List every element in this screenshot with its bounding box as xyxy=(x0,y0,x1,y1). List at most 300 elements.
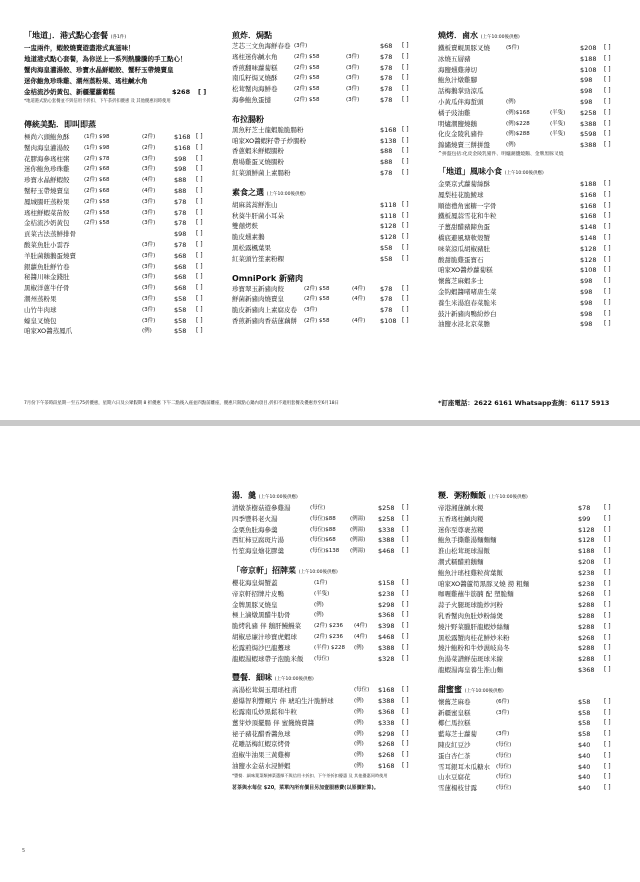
order-checkbox[interactable]: [ ] xyxy=(402,316,409,324)
item-name: 化皮金陵乳豬件 xyxy=(438,130,484,139)
item-price: $208 xyxy=(580,44,597,52)
item-qty: (例)$228 xyxy=(506,120,530,127)
order-checkbox[interactable]: [ ] xyxy=(604,130,611,138)
order-checkbox[interactable]: [ ] xyxy=(604,601,611,609)
item-name: 鮑魚汁瑤柱雞粒荷葉飯 xyxy=(438,568,503,577)
order-checkbox[interactable]: [ ] xyxy=(402,707,409,715)
item-qty: (2件) $58 xyxy=(84,209,110,216)
order-checkbox[interactable]: [ ] xyxy=(604,547,611,555)
item-price: $288 xyxy=(578,601,595,610)
order-checkbox[interactable]: [ ] xyxy=(604,87,611,95)
order-checkbox[interactable]: [ ] xyxy=(604,557,611,565)
order-checkbox[interactable]: [ ] xyxy=(196,219,203,227)
menu-item-row xyxy=(438,211,628,222)
bbq-note: ^拼盤包括:化皮金陵乳豬件、明爐潮鹽燒鵝、金牌黑豚叉燒 xyxy=(438,151,564,157)
item-name: 淮山松茸斑球湯飯 xyxy=(438,547,490,556)
item-name: 高湯松茸焗玉環瑤柱甫 xyxy=(232,686,297,695)
page-number: 5 xyxy=(22,848,26,854)
item-pcs: (2件) xyxy=(142,134,156,140)
item-pcs: (3件) xyxy=(142,166,156,173)
item-price: $598 xyxy=(580,130,597,139)
item-qty: (2件) $236 xyxy=(314,633,344,640)
order-checkbox[interactable]: [ ] xyxy=(604,655,611,663)
order-checkbox[interactable]: [ ] xyxy=(604,65,611,73)
order-checkbox[interactable]: [ ] xyxy=(196,143,203,151)
order-checkbox[interactable]: [ ] xyxy=(402,211,409,219)
item-price: $138 xyxy=(380,136,397,145)
order-checkbox[interactable]: [ ] xyxy=(402,729,409,737)
order-checkbox[interactable]: [ ] xyxy=(196,133,203,140)
item-qty: (每位) xyxy=(496,785,512,792)
item-qty: (例) xyxy=(354,719,364,726)
item-name: 新疆蜜皇糕 xyxy=(438,708,471,717)
menu-item-row xyxy=(438,718,628,729)
order-checkbox[interactable]: [ ] xyxy=(402,718,409,726)
order-checkbox[interactable]: [ ] xyxy=(604,579,611,587)
feast-note: *豐餐．細味葉菜類揀菜選擇不與信用卡折扣、下午茶折扣優惠 及 其他優惠同時使用 xyxy=(232,772,388,778)
item-price: $40 xyxy=(578,762,591,771)
menu-item-row xyxy=(438,525,628,536)
menu-item-row xyxy=(232,136,424,147)
order-checkbox[interactable]: [ ] xyxy=(402,622,409,630)
order-checkbox[interactable]: [ ] xyxy=(604,611,611,619)
order-checkbox[interactable]: [ ] xyxy=(604,525,611,533)
item-qty-secondary: (例湯) xyxy=(350,526,366,533)
menu-item-row xyxy=(232,157,424,168)
item-price: $388 xyxy=(580,141,597,150)
item-pcs: (3件) xyxy=(346,53,360,60)
menu-item-row xyxy=(438,255,628,266)
menu-item-row xyxy=(232,305,424,316)
menu-item-row xyxy=(438,119,628,130)
item-name: 竹笙海皇燴花膠羹 xyxy=(232,547,284,556)
order-checkbox[interactable]: [ ] xyxy=(604,76,611,84)
item-name: 味菜涼瓜胡椒豬肚 xyxy=(438,244,490,253)
rice-roll-list xyxy=(232,125,424,179)
item-price: $58 xyxy=(578,697,591,706)
vegetarian-list xyxy=(232,200,424,265)
item-name: 雪蓮楊枝甘露 xyxy=(438,784,477,793)
item-qty: (例)$288 xyxy=(506,131,530,138)
item-price: $368 xyxy=(378,707,395,716)
section-title-feast: 豐餐．細味 (上午10:00後供應) xyxy=(232,673,314,683)
menu-item-row xyxy=(232,546,422,557)
order-checkbox[interactable]: [ ] xyxy=(604,730,611,738)
order-checkbox[interactable]: [ ] xyxy=(604,179,611,187)
order-checkbox[interactable]: [ ] xyxy=(196,165,203,173)
item-name: 極尚六頭鮑魚酥 xyxy=(24,133,70,141)
item-price: $128 xyxy=(580,244,597,253)
item-price: $40 xyxy=(578,740,591,749)
order-checkbox[interactable]: [ ] xyxy=(604,108,611,116)
item-pcs: (3件) xyxy=(346,96,360,103)
item-qty: (2件) $58 xyxy=(84,220,110,227)
order-checkbox[interactable]: [ ] xyxy=(604,190,611,198)
order-checkbox[interactable]: [ ] xyxy=(402,504,409,511)
menu-item-row xyxy=(232,84,424,95)
item-qty: (2件) $58 xyxy=(84,198,110,205)
tea-discount-footer: 7月份下午茶時段星期一至五75折優惠，星期六日及公眾假期 8 折優惠 下午二點後入座並四點前離座，優惠只限點心鍋內項目,折扣不適用套餐及優惠券至6月18日 xyxy=(24,401,339,406)
order-checkbox[interactable]: [ ] xyxy=(196,176,203,184)
menu-item-row xyxy=(438,546,628,557)
item-price: $58 xyxy=(380,254,393,263)
order-checkbox[interactable]: [ ] xyxy=(604,773,611,781)
item-name: 胡麻蒿蒿鮮淮山 xyxy=(232,200,278,209)
item-name: 花膠海參瑤柱粥 xyxy=(24,154,70,163)
item-price: $78 xyxy=(380,295,393,304)
order-checkbox[interactable]: [ ] xyxy=(402,284,409,292)
menu-item-row xyxy=(438,611,628,622)
item-name: 藍莓芝士蘿蔔 xyxy=(438,730,477,739)
order-checkbox[interactable]: [ ] xyxy=(196,186,203,194)
item-price: $288 xyxy=(578,611,595,620)
order-checkbox[interactable]: [ ] xyxy=(402,751,409,759)
item-qty: (每位) xyxy=(310,505,326,511)
section-title-snacks: 「地道」風味小食 (上午10:00後供應) xyxy=(438,166,544,176)
item-qty: (3件) xyxy=(294,43,308,49)
item-qty: (每位) xyxy=(496,774,512,781)
order-checkbox[interactable]: [ ] xyxy=(402,158,409,166)
order-checkbox[interactable]: [ ] xyxy=(604,298,611,306)
item-name: 鮮菌新豬肉燒賣皇 xyxy=(232,295,284,304)
menu-item-row xyxy=(438,729,628,740)
section-title-traditional: 傳統美點．即叫即蒸 xyxy=(24,120,96,129)
order-checkbox[interactable]: [ ] xyxy=(604,536,611,544)
item-pcs: (3件) xyxy=(142,285,156,292)
menu-item-row xyxy=(232,168,424,179)
item-name: 金栗京式蘿蔔絲酥 xyxy=(438,179,490,188)
menu-item-row xyxy=(24,132,210,143)
order-checkbox[interactable]: [ ] xyxy=(402,740,409,748)
item-name: 燒汁鮑粉和牛炒濕岐烏冬 xyxy=(438,644,510,653)
item-name: 迷你鮑魚珍珠雞 xyxy=(24,165,70,174)
item-qty: (例) xyxy=(354,762,364,769)
menu-item-row xyxy=(438,65,628,76)
signature-list xyxy=(232,578,422,664)
order-checkbox[interactable]: [ ] xyxy=(604,212,611,220)
item-price: $108 xyxy=(580,65,597,74)
item-price: $40 xyxy=(578,751,591,760)
item-name: 秋葵牛肝菌小耳朵 xyxy=(232,211,284,220)
order-checkbox[interactable]: [ ] xyxy=(604,590,611,598)
order-checkbox[interactable]: [ ] xyxy=(402,147,409,155)
item-name: 椰仁馬拉糕 xyxy=(438,719,471,728)
item-qty-secondary: (4件) xyxy=(354,633,368,640)
section-title-fried: 煎炸．焗點 xyxy=(232,31,272,40)
item-name: 陳皮紅豆沙 xyxy=(438,740,471,749)
item-name: 五香瑤柱鹹肉糉 xyxy=(438,514,484,523)
item-name: 脆皮新豬肉上素腐皮卷 xyxy=(232,306,297,315)
item-name: 魚湯菜譜鮮茄斑球米線 xyxy=(438,655,503,664)
order-checkbox[interactable]: [ ] xyxy=(196,230,203,238)
item-price: $158 xyxy=(378,578,395,587)
section-title-soup: 湯．羹 (上午10:00後供應) xyxy=(232,491,298,500)
menu-item-row xyxy=(438,654,628,665)
item-qty-secondary: (半隻) xyxy=(550,131,566,138)
item-pcs: (4件) xyxy=(142,187,156,194)
item-price: $98 xyxy=(174,165,187,174)
item-pcs: (3件) xyxy=(142,209,156,216)
item-price: $108 xyxy=(380,316,397,325)
item-price: $108 xyxy=(580,266,597,275)
order-checkbox[interactable]: [ ] xyxy=(402,233,409,241)
item-qty-secondary: (例湯) xyxy=(350,537,366,544)
order-checkbox[interactable]: [ ] xyxy=(402,547,409,555)
menu-item-row xyxy=(24,316,210,327)
item-name: 農場雞蛋叉燒腸粉 xyxy=(232,158,284,167)
item-price: $168 xyxy=(580,190,597,199)
order-checkbox[interactable]: [ ] xyxy=(196,284,203,292)
item-name: 黑松露蟹肉桂花鮮炒米粉 xyxy=(438,633,510,642)
menu-item-row xyxy=(24,208,210,219)
item-qty: (例) xyxy=(354,752,364,759)
order-checkbox[interactable]: [ ] xyxy=(196,316,203,324)
item-price: $58 xyxy=(578,730,591,739)
menu-item-row xyxy=(232,718,422,729)
item-price: $388 xyxy=(378,697,395,706)
item-name: 懷舊芝麻卷 xyxy=(438,697,471,706)
order-checkbox[interactable]: [ ] xyxy=(402,63,409,71)
item-name: 銀蘿魚肚鮮竹卷 xyxy=(24,262,70,271)
item-name: 咱家XO醬炒蘿蔔糕 xyxy=(438,266,493,275)
item-name: 潮式糯醋煎鵝麵 xyxy=(438,557,484,566)
order-checkbox[interactable]: [ ] xyxy=(402,222,409,230)
order-checkbox[interactable]: [ ] xyxy=(196,262,203,270)
order-checkbox[interactable]: [ ] xyxy=(604,719,611,727)
order-checkbox[interactable]: [ ] xyxy=(604,266,611,274)
order-checkbox[interactable]: [ ] xyxy=(604,708,611,716)
item-price: $168 xyxy=(380,125,397,134)
item-price: $98 xyxy=(174,154,187,163)
item-name: 鮑魚手撕雞湯麵麵麵 xyxy=(438,536,497,545)
item-qty: (例) xyxy=(506,98,516,105)
order-checkbox[interactable]: [ ] xyxy=(604,740,611,748)
menu-item-row xyxy=(438,622,628,633)
menu-item-row xyxy=(438,319,628,330)
item-qty: (2件) $78 xyxy=(84,155,110,162)
item-price: $118 xyxy=(380,200,397,209)
menu-item-row xyxy=(232,739,422,750)
order-checkbox[interactable]: [ ] xyxy=(604,784,611,792)
order-checkbox[interactable]: [ ] xyxy=(196,327,203,335)
order-checkbox[interactable]: [ ] xyxy=(402,589,409,597)
item-name: 西紅柿豆腐斑片湯 xyxy=(232,536,284,545)
item-price: $338 xyxy=(378,718,395,727)
order-checkbox[interactable]: [ ] xyxy=(402,95,409,103)
order-checkbox[interactable]: [ ] xyxy=(604,697,611,705)
order-checkbox[interactable]: [ ] xyxy=(402,306,409,314)
order-checkbox[interactable]: [ ] xyxy=(402,200,409,208)
order-checkbox[interactable]: [ ] xyxy=(402,136,409,144)
order-checkbox[interactable]: [ ] xyxy=(402,632,409,640)
order-checkbox[interactable]: [ ] xyxy=(604,201,611,209)
menu-item-row xyxy=(438,201,628,212)
item-price: $58 xyxy=(174,294,187,303)
order-checkbox[interactable]: [ ] xyxy=(402,295,409,303)
order-checkbox[interactable]: [ ] xyxy=(402,52,409,60)
item-price: $188 xyxy=(580,54,597,63)
item-name: 燒汁野菜臘肝龍蝦炒絲麵 xyxy=(438,622,510,631)
order-checkbox[interactable]: [ ] xyxy=(402,168,409,176)
menu-item-row xyxy=(438,43,628,54)
item-name: 蔥爆智利響螺片 伴 琥珀生汁脆鮮球 xyxy=(232,697,334,706)
menu-item-row xyxy=(232,696,422,707)
item-pcs: (3件) xyxy=(142,198,156,205)
order-checkbox[interactable]: [ ] xyxy=(196,294,203,302)
item-price: $78 xyxy=(380,168,393,177)
order-checkbox[interactable]: [ ] xyxy=(402,761,409,769)
order-checkbox[interactable]: [ ] xyxy=(402,686,409,694)
menu-item-row xyxy=(438,86,628,97)
item-pcs: (3件) xyxy=(142,274,156,281)
order-checkbox[interactable]: [ ] xyxy=(402,74,409,82)
order-checkbox[interactable]: [ ] xyxy=(604,644,611,652)
order-checkbox[interactable]: [ ] xyxy=(196,208,203,216)
section-title-vegetarian: 素食之選 (上午10:00後供應) xyxy=(232,187,306,197)
order-checkbox[interactable]: [ ] xyxy=(402,85,409,93)
item-name: 珍寶水晶鮮蝦餃 xyxy=(24,176,70,185)
menu-item-row xyxy=(438,233,628,244)
order-checkbox[interactable]: [ ] xyxy=(604,751,611,759)
item-name: 咱家XO醬蘆筍黑豚叉燒 撈 粗麵 xyxy=(438,579,530,588)
item-price: $208 xyxy=(578,557,595,566)
menu-item-row xyxy=(232,514,422,525)
menu-item-row xyxy=(232,525,422,536)
order-checkbox[interactable]: [ ] xyxy=(402,125,409,133)
section-title-signature: 「帝京軒」招牌菜 (上午10:00後供應) xyxy=(232,565,338,575)
item-price: $468 xyxy=(378,632,395,641)
item-qty: (2件) $58 xyxy=(294,64,320,71)
item-pcs: (3件) xyxy=(346,75,360,82)
item-qty: (6件) xyxy=(496,698,510,705)
menu-item-row xyxy=(24,272,210,283)
order-checkbox[interactable]: [ ] xyxy=(604,223,611,231)
order-checkbox[interactable]: [ ] xyxy=(604,54,611,62)
menu-item-row xyxy=(438,589,628,600)
item-name: 金栗魚肚海參羹 xyxy=(232,525,278,534)
item-name: 南瓜籽焗叉燒酥 xyxy=(232,74,278,83)
item-price: $58 xyxy=(380,243,393,252)
item-price: $238 xyxy=(578,579,595,588)
order-checkbox[interactable]: [ ] xyxy=(604,762,611,770)
item-name: 清燉茶樹菇遊參雞湯 xyxy=(232,504,291,512)
order-checkbox[interactable]: [ ] xyxy=(402,643,409,651)
order-checkbox[interactable]: [ ] xyxy=(604,287,611,295)
item-price: $368 xyxy=(378,611,395,620)
item-name: 脆皮燻素鵝 xyxy=(232,233,265,242)
menu-item-row xyxy=(24,326,210,337)
order-checkbox[interactable]: [ ] xyxy=(402,243,409,251)
menu-item-row xyxy=(438,97,628,108)
order-checkbox[interactable]: [ ] xyxy=(604,244,611,252)
order-checkbox[interactable]: [ ] xyxy=(604,44,611,51)
item-price: $98 xyxy=(580,97,593,106)
order-checkbox[interactable]: [ ] xyxy=(402,254,409,262)
order-checkbox[interactable]: [ ] xyxy=(196,273,203,281)
item-qty: (1件) $98 xyxy=(84,134,110,140)
set-meal-description: 一盅兩件，蝦餃燒賣遊盡港式真滋味！ 地道港式點心套餐，為你送上一系列熱騰騰的手工點心！ 蟹肉海皇灌湯餃、珍寶水晶鮮蝦餃、蟹籽玉帶燒賣皇 迷你鮑魚珍珠雞、潮州蒸粉果、瑤柱鹹水角 金桔流沙奶黃包、新疆擺蘿蔔糕 $268 [ ] xyxy=(24,44,207,96)
order-checkbox[interactable]: [ ] xyxy=(604,633,611,641)
item-name: 松露煎焗沙巴龍躉球 xyxy=(232,643,291,652)
item-price: $368 xyxy=(578,665,595,674)
item-price: $78 xyxy=(380,284,393,293)
order-checkbox[interactable]: [ ] xyxy=(604,141,611,149)
item-name: 龍蝦湯蝦球帶子泡脆米飯 xyxy=(232,654,304,663)
order-checkbox[interactable]: [ ] xyxy=(402,611,409,619)
item-price: $98 xyxy=(580,298,593,307)
menu-item-row xyxy=(24,218,210,229)
item-qty: (2件) $58 xyxy=(294,53,320,60)
order-checkbox[interactable]: [ ] xyxy=(402,578,409,586)
order-checkbox[interactable]: [ ] xyxy=(402,697,409,705)
order-checkbox[interactable]: [ ] xyxy=(604,119,611,127)
bbq-list xyxy=(438,43,628,151)
item-price: $168 xyxy=(378,761,395,770)
item-name: 松茸蟹肉海鮮卷 xyxy=(232,85,278,94)
order-checkbox[interactable]: [ ] xyxy=(196,251,203,259)
order-checkbox[interactable]: [ ] xyxy=(604,665,611,673)
item-price: $238 xyxy=(578,568,595,577)
order-checkbox[interactable]: [ ] xyxy=(196,305,203,313)
item-pcs: (3件) xyxy=(142,295,156,302)
item-name: 紅菜頭鮮菌上素腸粉 xyxy=(232,168,291,177)
item-qty: (2件) $58 xyxy=(304,317,330,324)
item-qty-secondary: (半隻) xyxy=(550,109,566,116)
item-name: 養生米湯泡春菜脆米 xyxy=(438,298,497,307)
order-checkbox[interactable]: [ ] xyxy=(604,277,611,285)
order-checkbox[interactable]: [ ] xyxy=(604,233,611,241)
menu-item-row xyxy=(232,535,422,546)
item-price: $78 xyxy=(380,74,393,83)
item-qty: (半件) $228 xyxy=(314,644,346,651)
menu-item-row xyxy=(438,697,628,708)
item-name: 鮑魚汁燉雞腳 xyxy=(438,76,477,85)
order-checkbox[interactable]: [ ] xyxy=(604,622,611,630)
menu-item-row xyxy=(438,503,628,514)
menu-item-row xyxy=(232,600,422,611)
order-checkbox[interactable]: [ ] xyxy=(604,320,611,328)
order-checkbox[interactable]: [ ] xyxy=(402,600,409,608)
order-checkbox[interactable]: [ ] xyxy=(604,255,611,263)
order-checkbox[interactable]: [ ] xyxy=(196,154,203,162)
order-checkbox[interactable]: [ ] xyxy=(196,197,203,205)
item-name: 話梅鵝掌勁涼瓜 xyxy=(438,87,484,96)
order-checkbox[interactable]: [ ] xyxy=(604,568,611,576)
item-price: $40 xyxy=(578,773,591,782)
order-checkbox[interactable]: [ ] xyxy=(196,240,203,248)
order-checkbox[interactable]: [ ] xyxy=(402,42,409,49)
item-qty: (每位) xyxy=(496,763,512,770)
order-checkbox[interactable]: [ ] xyxy=(604,504,611,511)
order-checkbox[interactable]: [ ] xyxy=(402,514,409,522)
order-checkbox[interactable]: [ ] xyxy=(402,536,409,544)
order-checkbox[interactable]: [ ] xyxy=(604,309,611,317)
item-name: 金牌黑豚叉燒皇 xyxy=(232,600,278,609)
item-price: $168 xyxy=(580,201,597,210)
item-price: $68 xyxy=(174,251,187,260)
order-checkbox[interactable]: [ ] xyxy=(604,514,611,522)
item-price: $288 xyxy=(578,622,595,631)
item-name: 海參鮑魚蛋撻 xyxy=(232,95,271,104)
menu-item-row xyxy=(438,633,628,644)
item-name: 蟹肉海皇灌湯餃 xyxy=(24,143,70,152)
page1-col2 xyxy=(232,30,424,327)
order-checkbox[interactable]: [ ] xyxy=(402,654,409,662)
item-pcs: (2件) xyxy=(142,144,156,151)
order-checkbox[interactable]: [ ] xyxy=(402,525,409,533)
order-checkbox[interactable]: [ ] xyxy=(604,97,611,105)
item-price: $118 xyxy=(380,211,397,220)
